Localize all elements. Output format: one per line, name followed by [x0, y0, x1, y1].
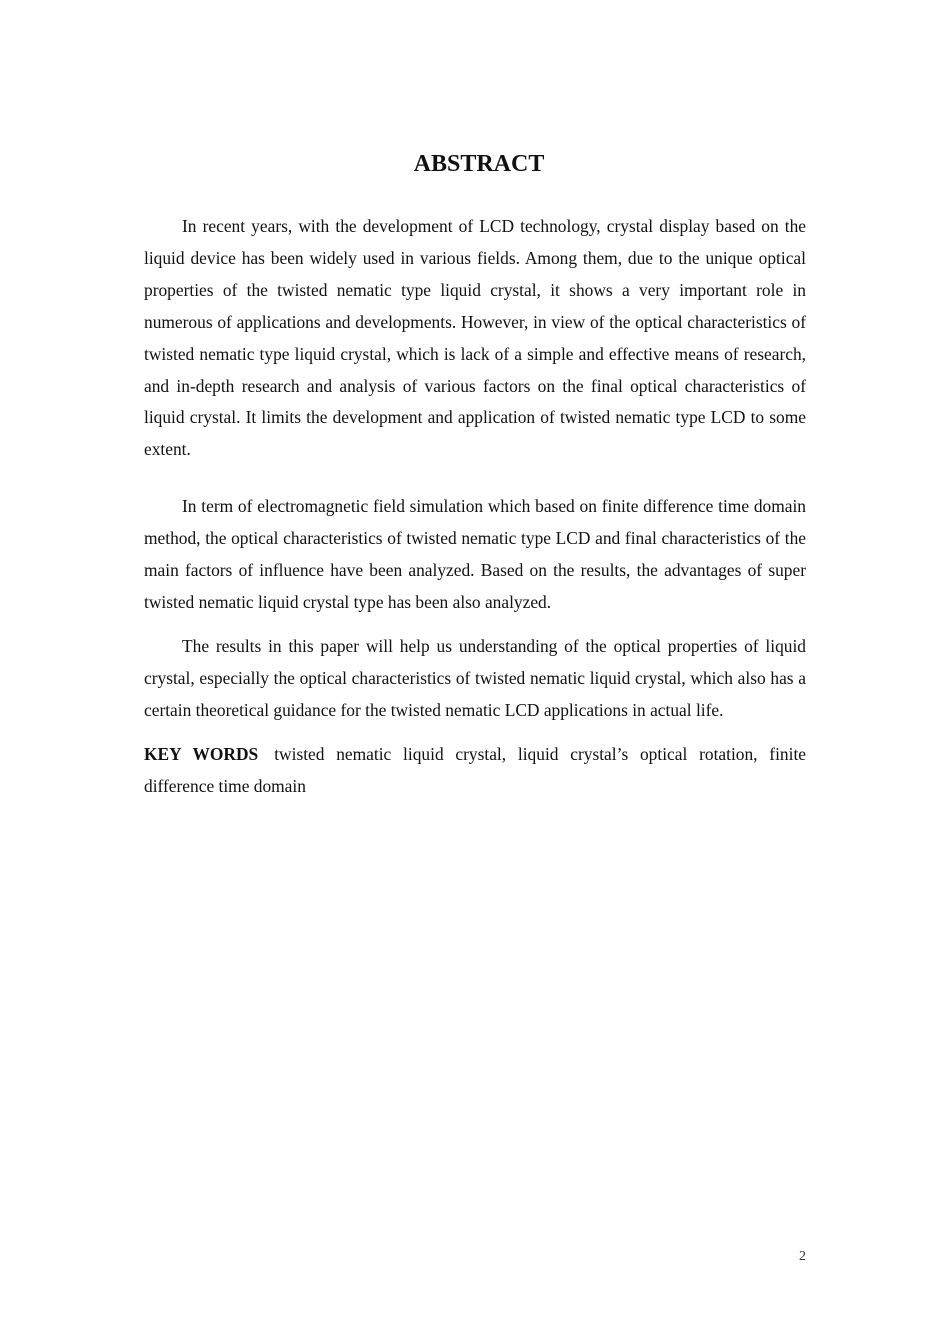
abstract-body: [144, 211, 806, 802]
abstract-paragraph-3: The results in this paper will help us understanding of the optical properties of liquid crystal, especially the optical characteristics of twisted nematic liquid crystal, which also has a certain theoretical guidance for the twisted nematic LCD applications in actual life.: [144, 635, 806, 720]
page-title: ABSTRACT: [413, 151, 545, 177]
keywords-label: KEY WORDS: [144, 743, 259, 764]
abstract-paragraph-2: In term of electromagnetic field simulation which based on finite difference time domain method, the optical characteristics of twisted nematic type LCD and final characteristics of the main factors of influence have been analyzed. Based on the results, the advantages of super twisted nematic liquid crystal type has been also analyzed.: [144, 496, 806, 612]
page-number: 2: [799, 1249, 806, 1264]
keywords-text: twisted nematic liquid crystal, liquid crystal’s optical rotation, finite difference time domain: [144, 743, 807, 796]
abstract-paragraph-1: In recent years, with the development of LCD technology, crystal display based on the liquid device has been widely used in various fields. Among them, due to the unique optical properties of the twisted nematic type liquid crystal, it shows a very important role in numerous of applications and developments. However, in view of the optical characteristics of twisted nematic type liquid crystal, which is lack of a simple and effective means of research, and in-depth research and analysis of various factors on the final optical characteristics of liquid crystal. It limits the development and application of twisted nematic type LCD to some extent.: [144, 216, 806, 460]
keywords-section: [144, 739, 806, 803]
